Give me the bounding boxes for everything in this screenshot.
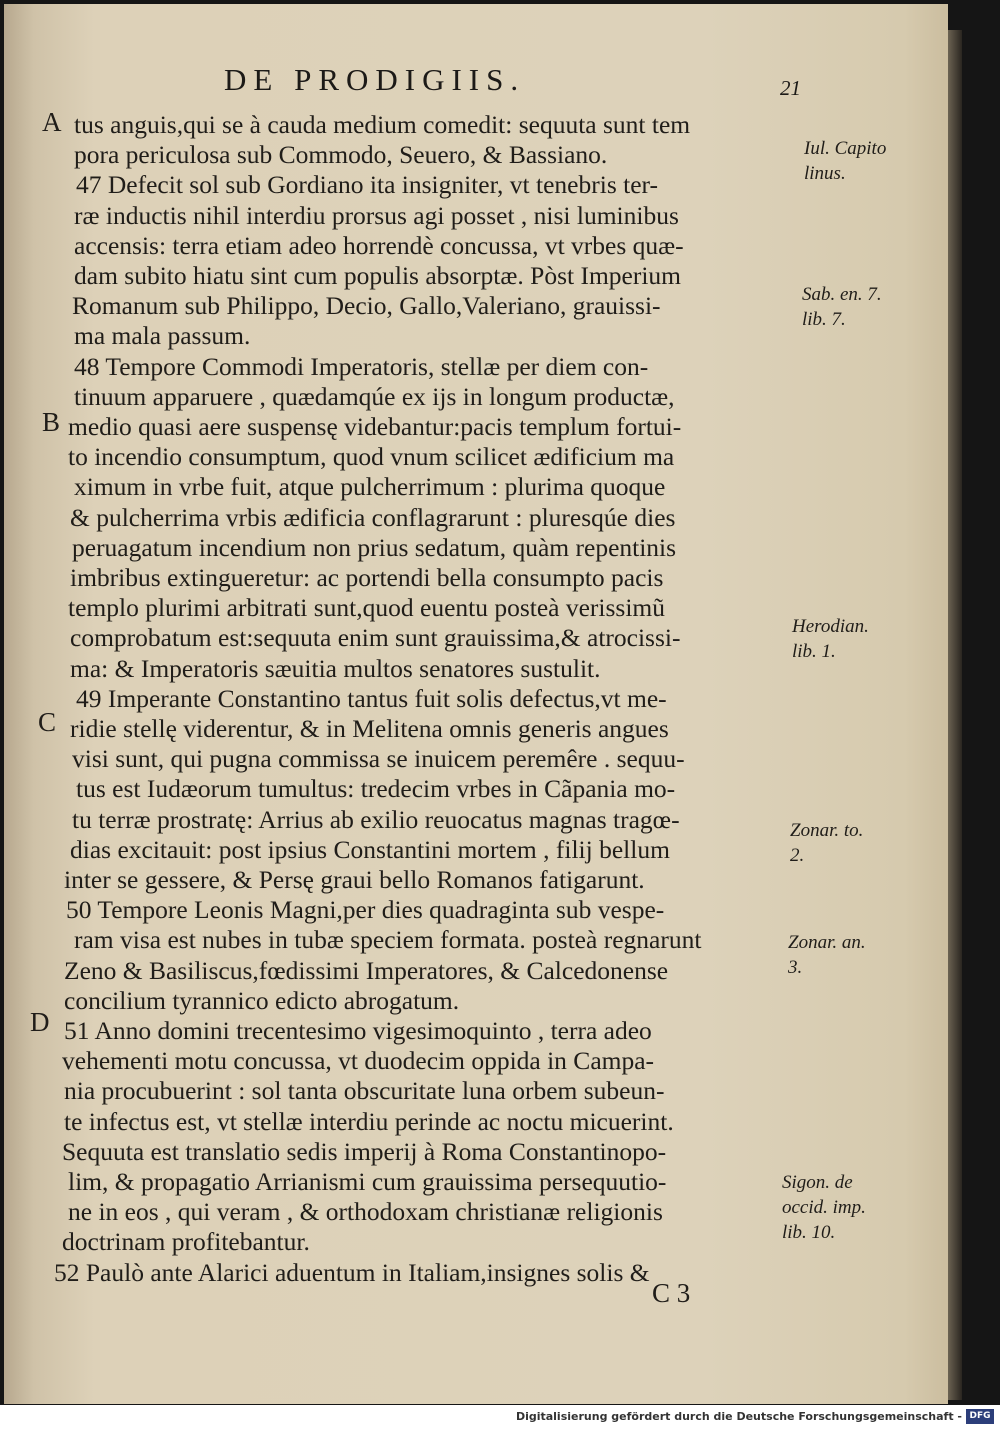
margin-note-line: lib. 7. [802, 309, 846, 330]
text-line: 51 Anno domini trecentesimo vigesimoquinto , terra adeo [64, 1016, 652, 1045]
margin-note-line: lib. 10. [782, 1222, 836, 1243]
margin-note-line: Iul. Capito [804, 138, 887, 159]
text-line: ne in eos , qui veram , & orthodoxam christianæ religionis [68, 1197, 663, 1226]
text-line: Sequuta est translatio sedis imperij à Roma Constantinopo- [62, 1137, 667, 1166]
text-line: ram visa est nubes in tubæ speciem formata. posteà regnarunt [74, 925, 702, 954]
text-line: concilium tyrannico edicto abrogatum. [64, 986, 460, 1015]
text-line: ræ inductis nihil interdiu prorsus agi posset , nisi luminibus [74, 201, 679, 230]
text-line: accensis: terra etiam adeo horrendè concussa, vt vrbes quæ- [74, 231, 684, 260]
margin-note-line: Zonar. an. [788, 932, 866, 953]
margin-note-line: 2. [790, 845, 805, 866]
margin-note-line: linus. [804, 163, 846, 184]
margin-note [782, 1170, 866, 1245]
margin-note [788, 930, 866, 980]
margin-note [790, 818, 863, 868]
section-letter-d: D [30, 1007, 50, 1037]
footer-credit: Digitalisierung gefördert durch die Deutsche Forschungsgemeinschaft - [515, 1410, 962, 1423]
margin-note-line: Sab. en. 7. [802, 284, 882, 305]
text-line: ridie stellę viderentur, & in Melitena omnis generis angues [70, 714, 669, 743]
text-line: tu terræ prostratę: Arrius ab exilio reuocatus magnas tragœ- [72, 805, 680, 834]
text-line: to incendio consumptum, quod vnum scilicet ædificium ma [68, 442, 675, 471]
book-page [4, 4, 948, 1404]
text-line: 47 Defecit sol sub Gordiano ita insigniter, vt tenebris ter- [76, 170, 658, 199]
text-line: 49 Imperante Constantino tantus fuit solis defectus,vt me- [76, 684, 667, 713]
text-line: inter se gessere, & Persę graui bello Romanos fatigarunt. [64, 865, 645, 894]
text-line: tus est Iudæorum tumultus: tredecim vrbes in Cãpania mo- [76, 774, 676, 803]
text-line: nia procubuerint : sol tanta obscuritate luna orbem subeun- [64, 1076, 665, 1105]
section-letter-b: B [42, 407, 61, 437]
text-line: ximum in vrbe fuit, atque pulcherrimum : plurima quoque [74, 472, 666, 501]
margin-note-line: Zonar. to. [790, 820, 864, 841]
margin-note [804, 136, 886, 186]
page-edge [948, 30, 962, 1400]
text-line: dias excitauit: post ipsius Constantini mortem , filij bellum [70, 835, 670, 864]
text-line: imbribus extingueretur: ac portendi bella consumpto pacis [70, 563, 664, 592]
text-line: 48 Tempore Commodi Imperatoris, stellæ per diem con- [74, 352, 649, 381]
text-line: lim, & propagatio Arrianismi cum grauissima persequutio- [68, 1167, 667, 1196]
section-letter-c: C [38, 707, 57, 737]
text-line: visi sunt, qui pugna commissa se inuicem peremêre . sequu- [72, 744, 685, 773]
margin-note-line: Herodian. [792, 616, 869, 637]
margin-note [792, 614, 869, 664]
text-line: medio quasi aere suspensę videbantur:pacis templum fortui- [68, 412, 682, 441]
footer-bar [0, 1405, 1000, 1429]
text-line: peruagatum incendium non prius sedatum, quàm repentinis [72, 533, 677, 562]
margin-note-line: lib. 1. [792, 641, 836, 662]
signature-mark: C 3 [652, 1278, 691, 1308]
section-letter-a: A [42, 107, 62, 137]
page-number: 21 [780, 76, 801, 100]
margin-note-line: 3. [788, 957, 803, 978]
text-line: comprobatum est:sequuta enim sunt grauissima,& atrocissi- [70, 623, 681, 652]
text-line: 52 Paulò ante Alarici aduentum in Italiam,insignes solis & [54, 1258, 650, 1287]
text-line: & pulcherrima vrbis ædificia conflagrarunt : pluresqúe dies [70, 503, 676, 532]
text-line: ma: & Imperatoris sæuitia multos senatores sustulit. [70, 654, 601, 683]
text-line: te infectus est, vt stellæ interdiu perinde ac noctu micuerint. [64, 1107, 674, 1136]
dfg-logo: DFG [966, 1409, 994, 1424]
text-line: dam subito hiatu sint cum populis absorptæ. Pòst Imperium [74, 261, 682, 290]
text-line: ma mala passum. [74, 321, 251, 350]
text-line: doctrinam profitebantur. [62, 1227, 310, 1256]
margin-note [802, 282, 882, 332]
running-header: DE PRODIGIIS. [224, 62, 526, 97]
text-line: tus anguis,qui se à cauda medium comedit: sequuta sunt tem [74, 110, 691, 139]
text-line: Zeno & Basiliscus,fœdissimi Imperatores, & Calcedonense [64, 956, 669, 985]
text-line: vehementi motu concussa, vt duodecim oppida in Campa- [62, 1046, 655, 1075]
text-line: pora periculosa sub Commodo, Seuero, & Bassiano. [74, 140, 608, 169]
text-line: tinuum apparuere , quædamqúe ex ijs in longum productæ, [74, 382, 675, 411]
text-line: Romanum sub Philippo, Decio, Gallo,Valeriano, grauissi- [72, 291, 661, 320]
text-line: 50 Tempore Leonis Magni,per dies quadraginta sub vespe- [66, 895, 665, 924]
margin-note-line: occid. imp. [782, 1197, 866, 1218]
text-line: templo plurimi arbitrati sunt,quod euentu posteà verissimũ [68, 593, 666, 622]
margin-note-line: Sigon. de [782, 1172, 853, 1193]
